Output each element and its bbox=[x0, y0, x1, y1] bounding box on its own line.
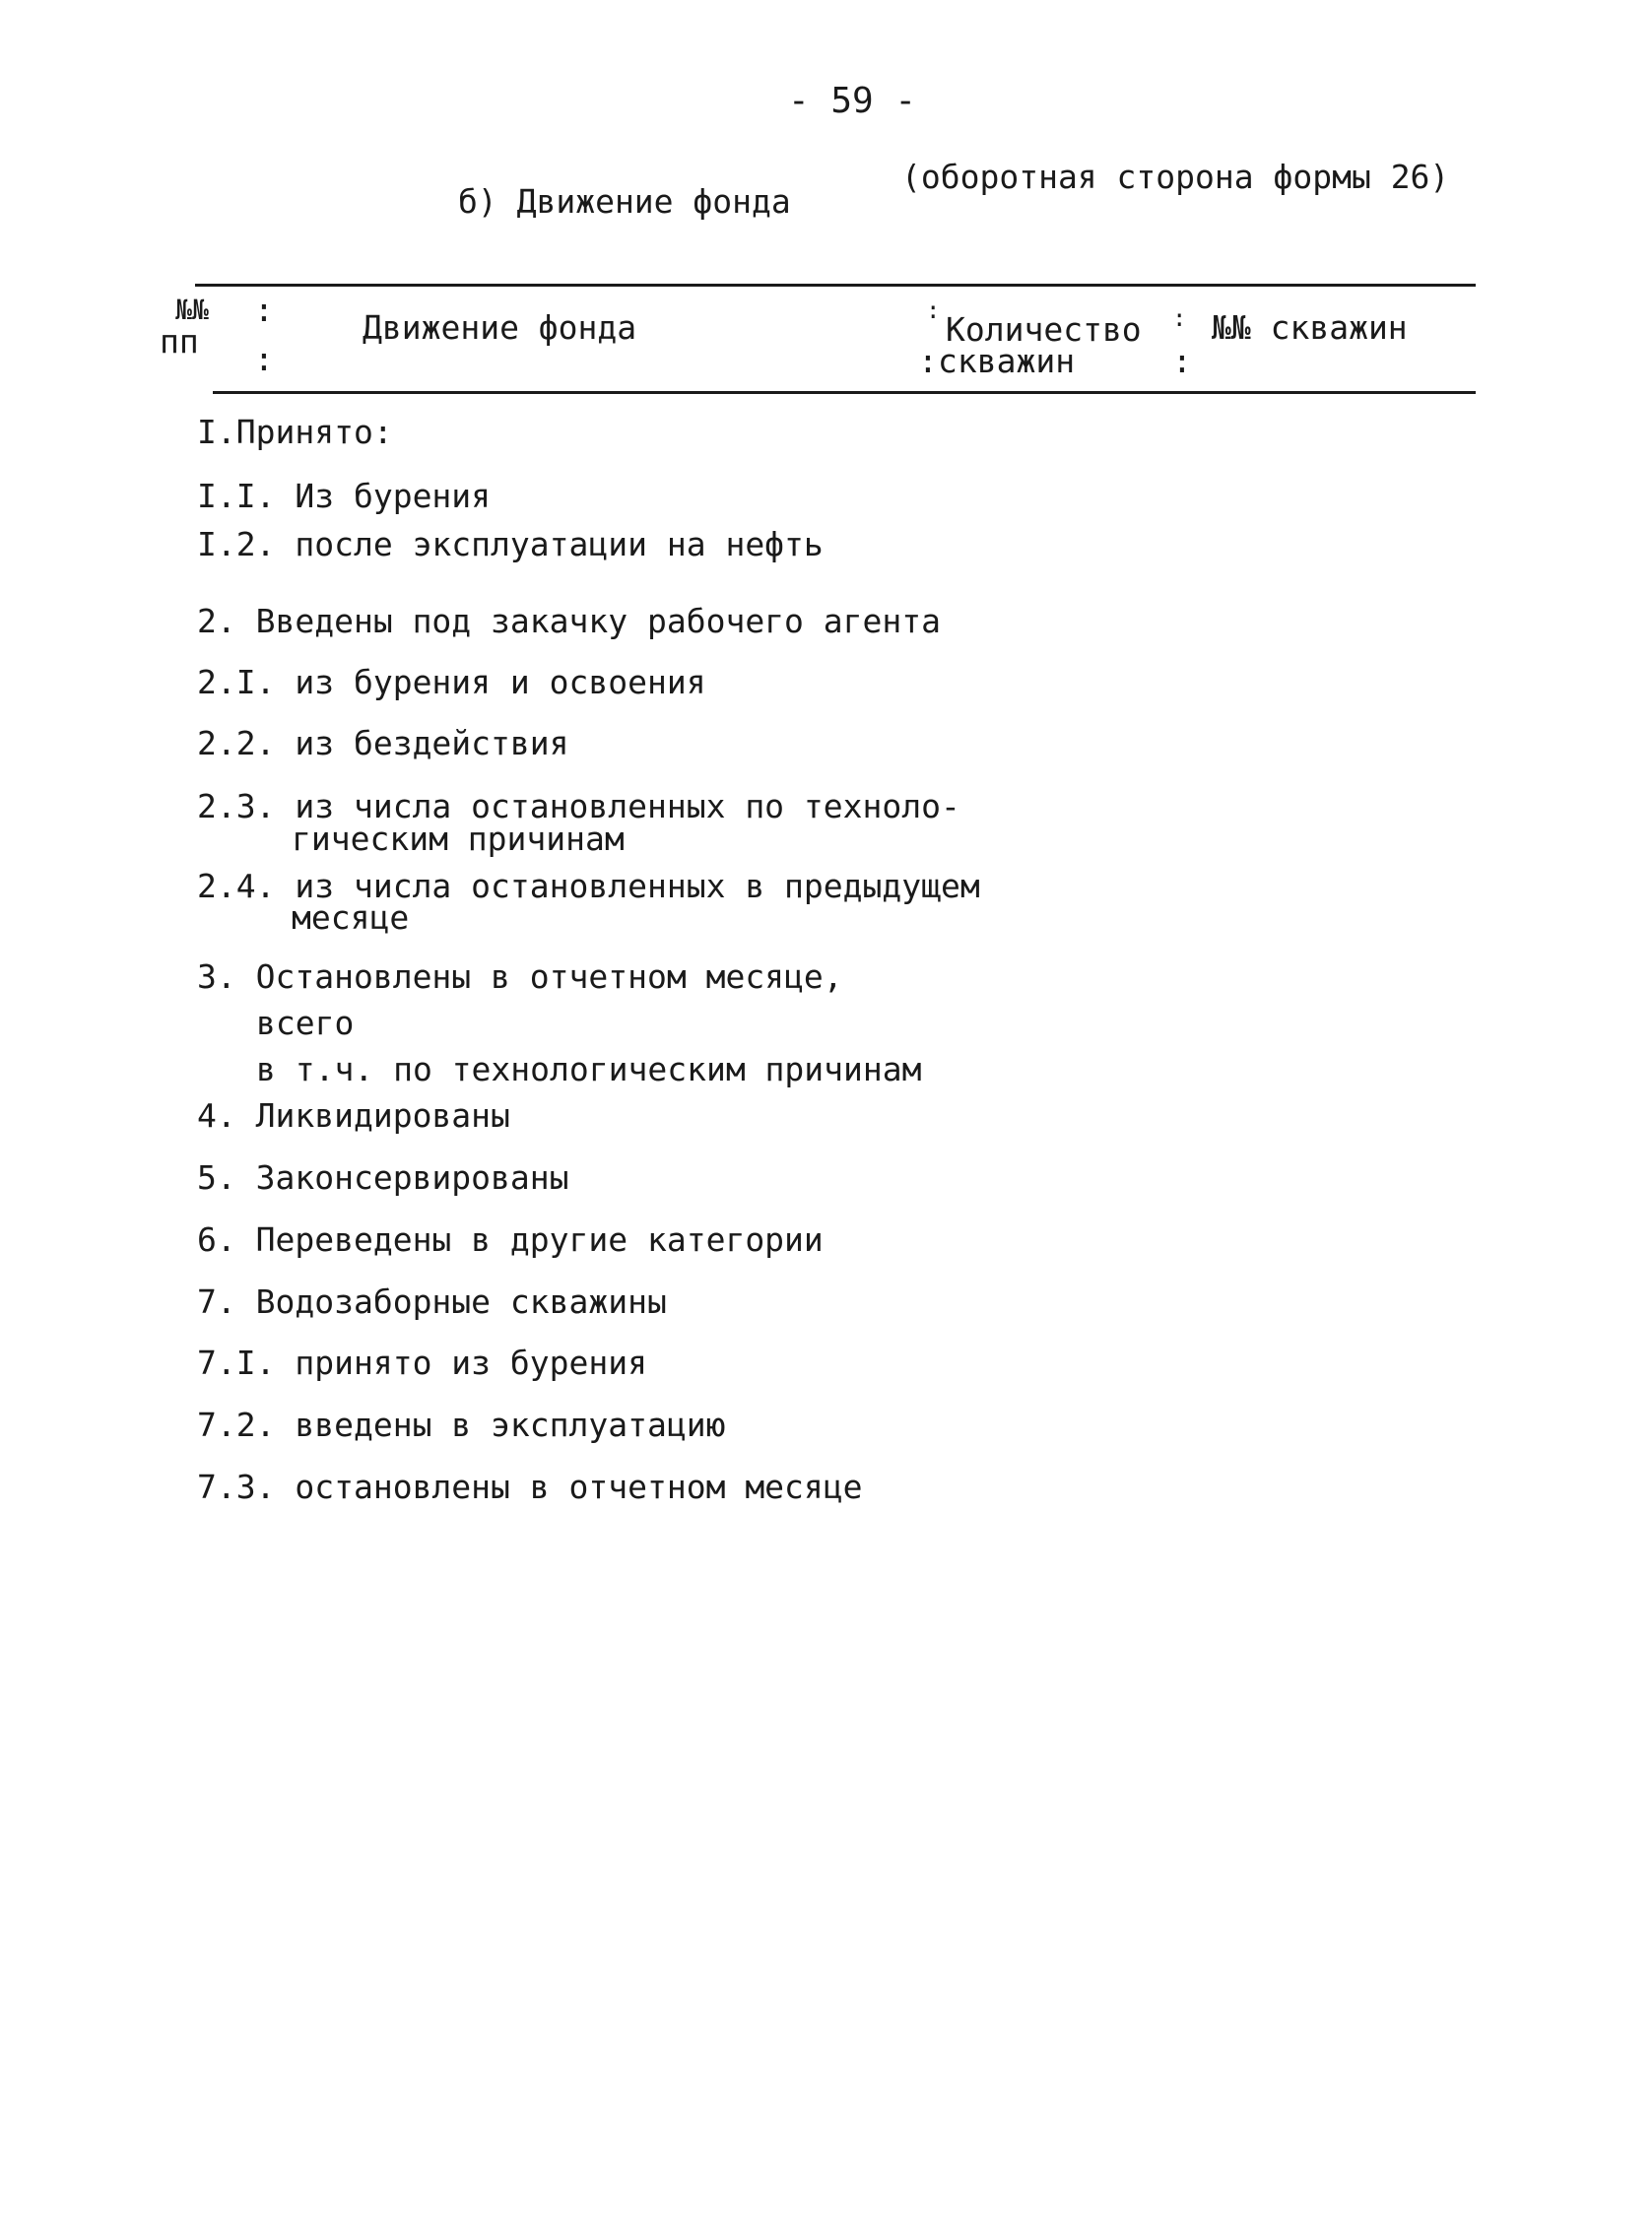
list-item bbox=[197, 477, 492, 515]
list-item bbox=[197, 1468, 863, 1506]
item-number: 2.4. bbox=[197, 867, 276, 905]
item-label: из числа остановленных по техноло- bbox=[295, 787, 960, 825]
item-label: Переведены в другие категории bbox=[255, 1220, 824, 1259]
list-item-continuation: месяце bbox=[292, 898, 410, 937]
header-wells: №№ скважин bbox=[1212, 308, 1408, 347]
item-label: введены в эксплуатацию bbox=[295, 1406, 726, 1444]
list-item bbox=[197, 1406, 726, 1444]
item-label: из числа остановленных в предыдущем bbox=[295, 867, 980, 905]
list-item bbox=[197, 663, 706, 701]
list-item-continuation: всего bbox=[256, 1004, 355, 1042]
header-separator: : bbox=[254, 340, 274, 378]
list-item bbox=[197, 957, 843, 996]
item-label: остановлены в отчетном месяце bbox=[295, 1468, 863, 1506]
item-number: 7.2. bbox=[197, 1406, 276, 1444]
list-item bbox=[197, 1282, 667, 1321]
list-item bbox=[197, 1220, 824, 1259]
list-item bbox=[197, 787, 960, 825]
item-number: 4. bbox=[197, 1096, 236, 1135]
list-item bbox=[197, 1344, 647, 1382]
page-number: - 59 - bbox=[788, 81, 917, 121]
header-separator: : bbox=[1172, 342, 1192, 380]
item-label: после эксплуатации на нефть bbox=[295, 525, 824, 563]
item-label: Остановлены в отчетном месяце, bbox=[255, 957, 843, 996]
list-item bbox=[197, 724, 569, 762]
item-number: 3. bbox=[197, 957, 236, 996]
item-label: Из бурения bbox=[295, 477, 492, 515]
table-top-rule bbox=[195, 284, 1476, 287]
item-number: 5. bbox=[197, 1158, 236, 1197]
item-number: 2.3. bbox=[197, 787, 276, 825]
item-number: 2.2. bbox=[197, 724, 276, 762]
header-count-line1: Количество bbox=[946, 310, 1142, 349]
list-item bbox=[197, 602, 941, 640]
header-separator: : bbox=[926, 296, 941, 324]
list-item-continuation: гическим причинам bbox=[292, 820, 625, 858]
header-number-line2: пп bbox=[160, 322, 199, 361]
item-label: Принято: bbox=[235, 413, 393, 451]
item-label: из бурения и освоения bbox=[295, 663, 706, 701]
list-item bbox=[197, 1158, 569, 1197]
item-label: Введены под закачку рабочего агента bbox=[255, 602, 941, 640]
item-number: I. bbox=[197, 413, 236, 451]
list-item bbox=[197, 525, 824, 563]
header-number-line1: №№ bbox=[175, 294, 209, 326]
table-bottom-rule bbox=[213, 391, 1476, 394]
item-label: из бездействия bbox=[295, 724, 569, 762]
header-separator: : bbox=[918, 342, 938, 380]
list-item-continuation: в т.ч. по технологическим причинам bbox=[256, 1050, 922, 1088]
section-title: б) Движение фонда bbox=[458, 182, 791, 221]
item-label: принято из бурения bbox=[295, 1344, 647, 1382]
item-number: 2. bbox=[197, 602, 236, 640]
header-separator: : bbox=[254, 291, 274, 329]
item-label: Водозаборные скважины bbox=[255, 1282, 667, 1321]
header-count-line2: скважин bbox=[938, 342, 1076, 380]
item-label: Ликвидированы bbox=[255, 1096, 510, 1135]
item-number: 7.I. bbox=[197, 1344, 276, 1382]
item-number: 2.I. bbox=[197, 663, 276, 701]
item-number: 7. bbox=[197, 1282, 236, 1321]
form-note: (оборотная сторона формы 26) bbox=[901, 158, 1450, 196]
item-number: I.2. bbox=[197, 525, 276, 563]
list-item bbox=[197, 413, 393, 451]
item-number: I.I. bbox=[197, 477, 276, 515]
header-separator: : bbox=[1172, 304, 1187, 332]
list-item bbox=[197, 1096, 510, 1135]
item-number: 7.3. bbox=[197, 1468, 276, 1506]
header-movement: Движение фонда bbox=[363, 308, 637, 347]
item-number: 6. bbox=[197, 1220, 236, 1259]
item-label: Законсервированы bbox=[255, 1158, 569, 1197]
